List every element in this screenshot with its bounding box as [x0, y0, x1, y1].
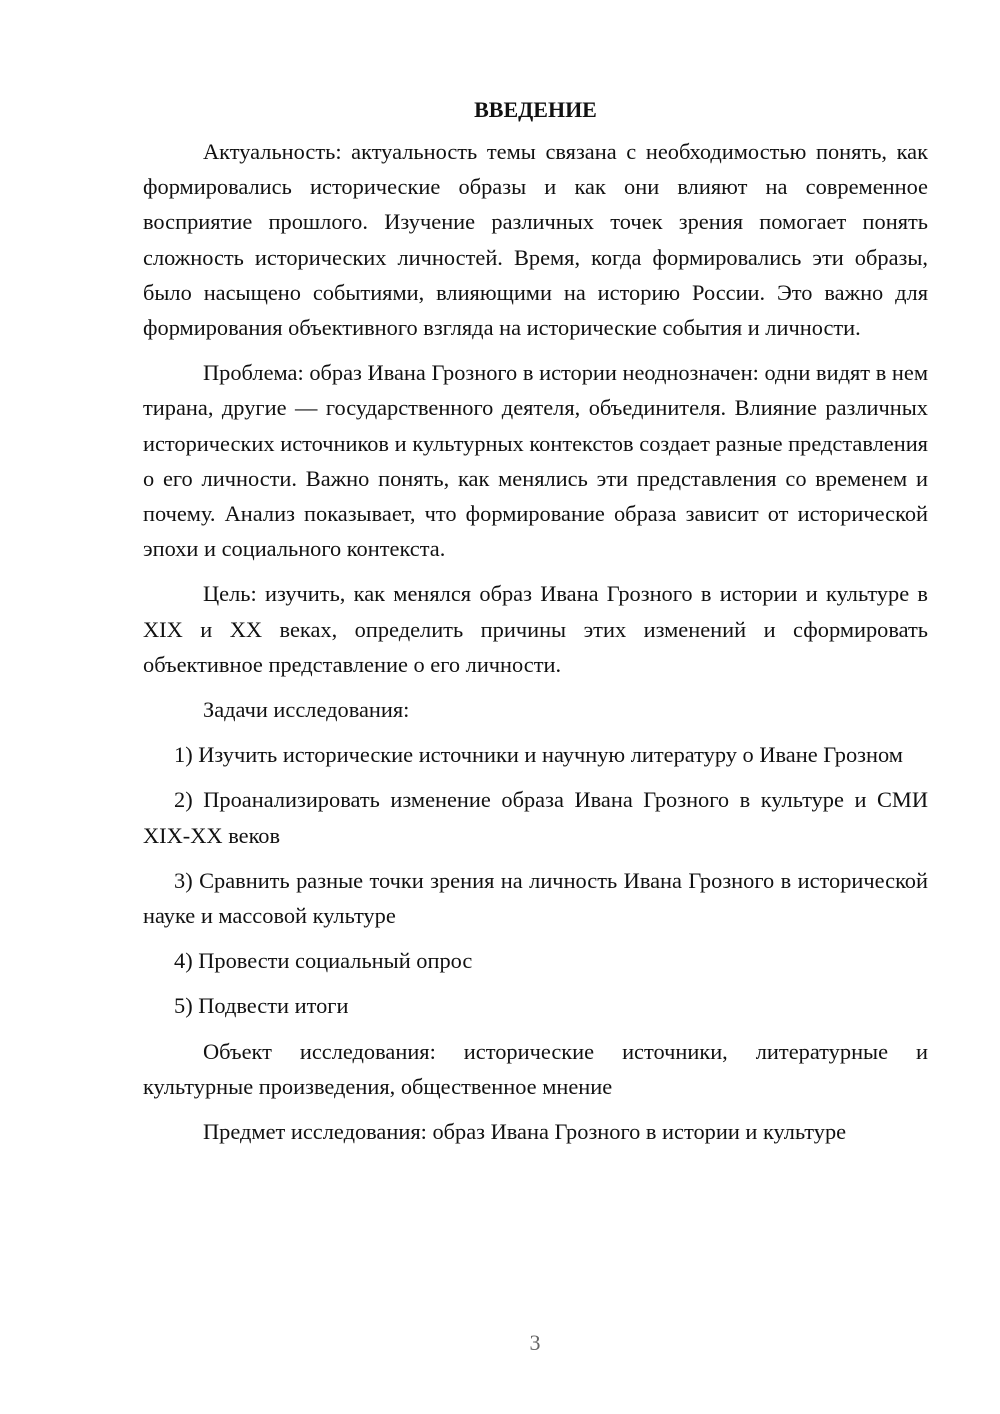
object-paragraph: Объект исследования: исторические источники, литературные и культурные произведения, общественное мнение [143, 1038, 928, 1099]
page-number: 3 [529, 1330, 541, 1355]
task-item-4: 4) Провести социальный опрос [174, 948, 473, 974]
task-item-1: 1) Изучить исторические источники и научную литературу о Иване Грозном [174, 742, 903, 768]
section-title: ВВЕДЕНИЕ [474, 97, 597, 122]
task-item-5: 5) Подвести итоги [174, 993, 349, 1019]
task-item-2: 2) Проанализировать изменение образа Ивана Грозного в культуре и СМИ XIX-XX веков [143, 787, 928, 848]
subject-paragraph: Предмет исследования: образ Ивана Грозного в истории и культуре [203, 1119, 847, 1145]
relevance-paragraph: Актуальность: актуальность темы связана с необходимостью понять, как формировались исторические образы и как они влияют на современное восприятие прошлого. Изучение различных точек зрения помогает понять сложность исторических личностей. Время, когда формировались эти образы, было насыщено событиями, влияющими на историю России. Это важно для формирования объективного взгляда на исторические события и личности. [143, 139, 928, 341]
tasks-heading: Задачи исследования: [203, 697, 410, 723]
problem-paragraph: Проблема: образ Ивана Грозного в истории неоднозначен: одни видят в нем тирана, другие — государственного деятеля, объединителя. Влияние различных исторических источников и культурных контекстов создает разные представления о его личности. Важно понять, как менялись эти представления со временем и почему. Анализ показывает, что формирование образа зависит от исторической эпохи и социального контекста. [143, 360, 928, 562]
task-item-3: 3) Сравнить разные точки зрения на личность Ивана Грозного в исторической науке и массовой культуре [143, 867, 928, 929]
goal-paragraph: Цель: изучить, как менялся образ Ивана Грозного в истории и культуре в XIX и XX веках, определить причины этих изменений и сформировать объективное представление о его личности. [143, 581, 928, 677]
page-content [143, 92, 928, 1159]
